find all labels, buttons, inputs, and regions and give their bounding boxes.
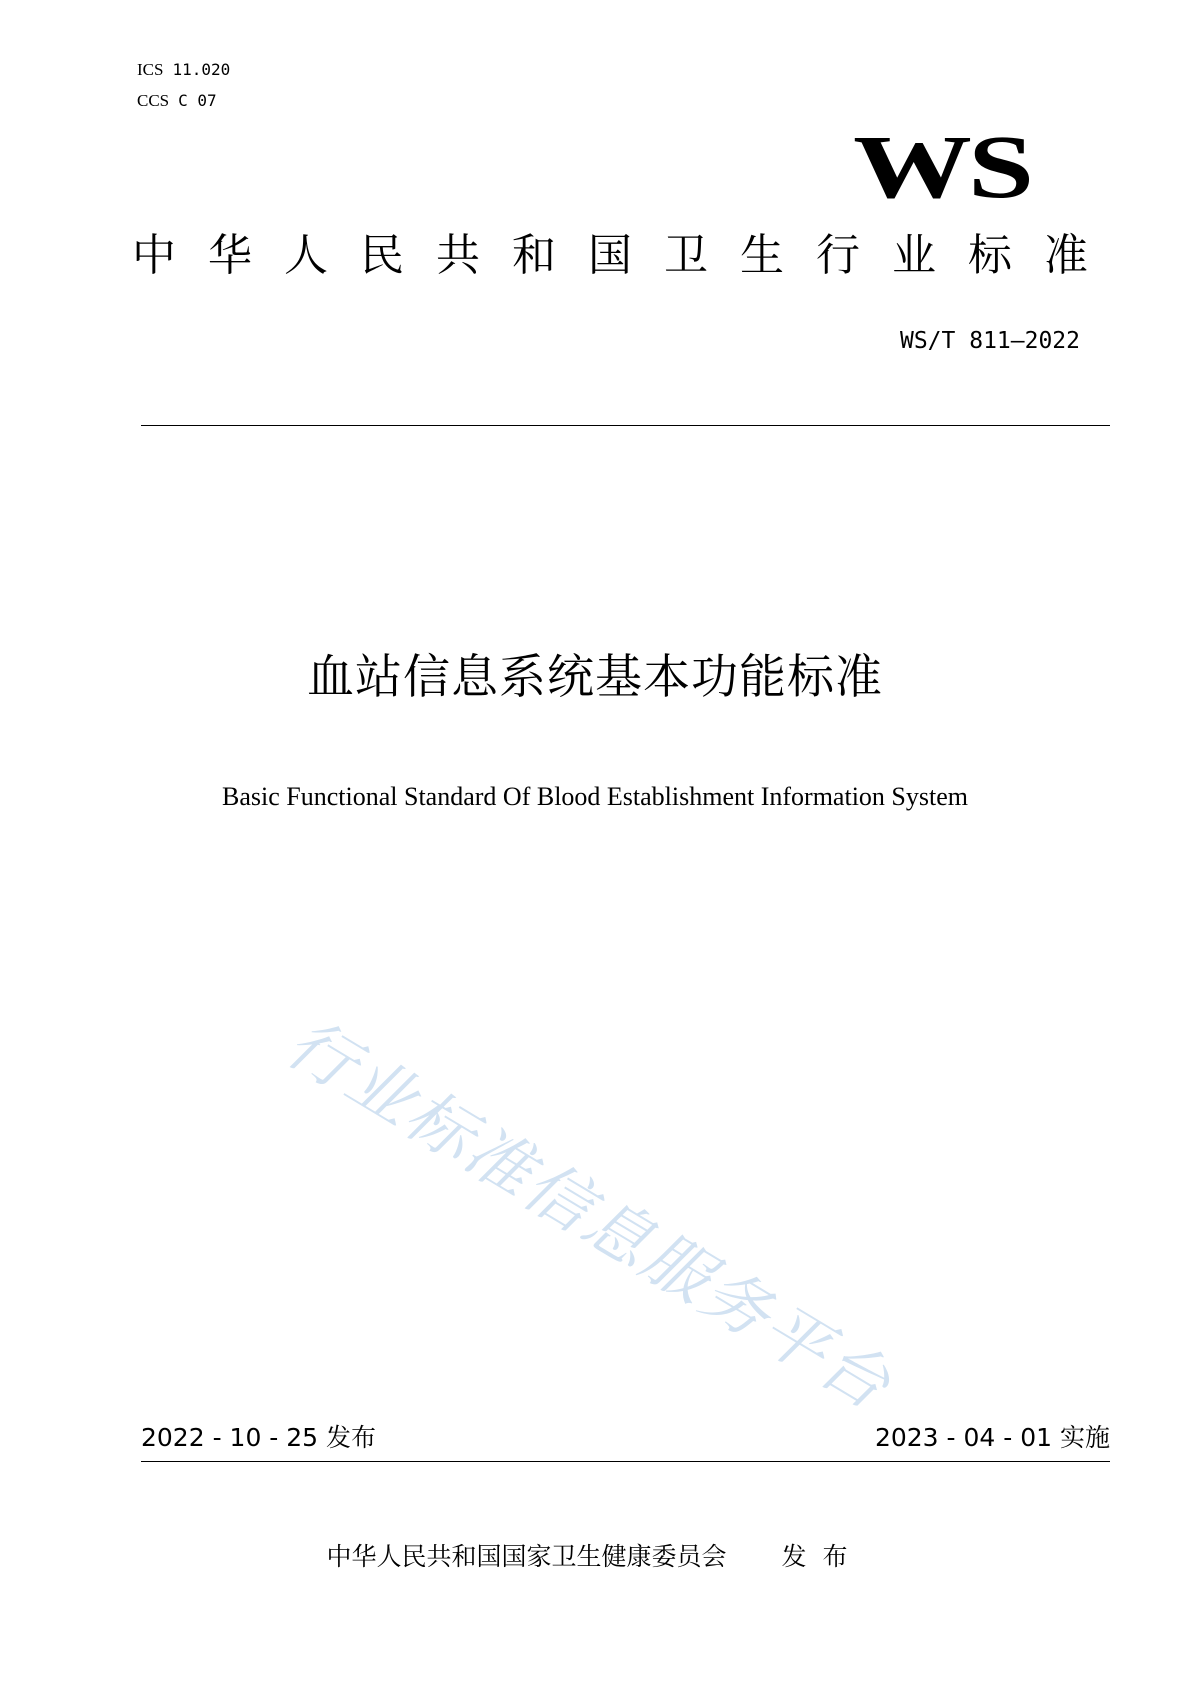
bottom-divider	[141, 1461, 1110, 1462]
publisher-name: 中华人民共和国国家卫生健康委员会	[326, 1542, 727, 1571]
title-chinese: 血站信息系统基本功能标准	[307, 650, 883, 705]
ics-value: 11.020	[172, 60, 231, 79]
ics-classification	[137, 60, 230, 80]
ccs-classification	[137, 91, 217, 111]
title-english: Basic Functional Standard Of Blood Establishment Information System	[222, 782, 968, 811]
standard-code: WS/T 811—2022	[899, 328, 1080, 354]
ccs-label: CCS	[137, 91, 170, 110]
publisher	[0, 1540, 1190, 1574]
ws-logo: WS	[853, 118, 1030, 217]
standard-category: 中华人民共和国卫生行业标准	[132, 230, 1120, 281]
publisher-suffix: 发布	[781, 1542, 864, 1571]
ccs-value: C 07	[178, 91, 217, 110]
top-divider	[141, 425, 1110, 426]
issue-date: 2022 - 10 - 25 发布	[141, 1423, 377, 1452]
ics-label: ICS	[137, 60, 164, 79]
implementation-date: 2023 - 04 - 01 实施	[874, 1423, 1110, 1452]
watermark: 行业标准信息服务平台	[273, 1004, 905, 1426]
